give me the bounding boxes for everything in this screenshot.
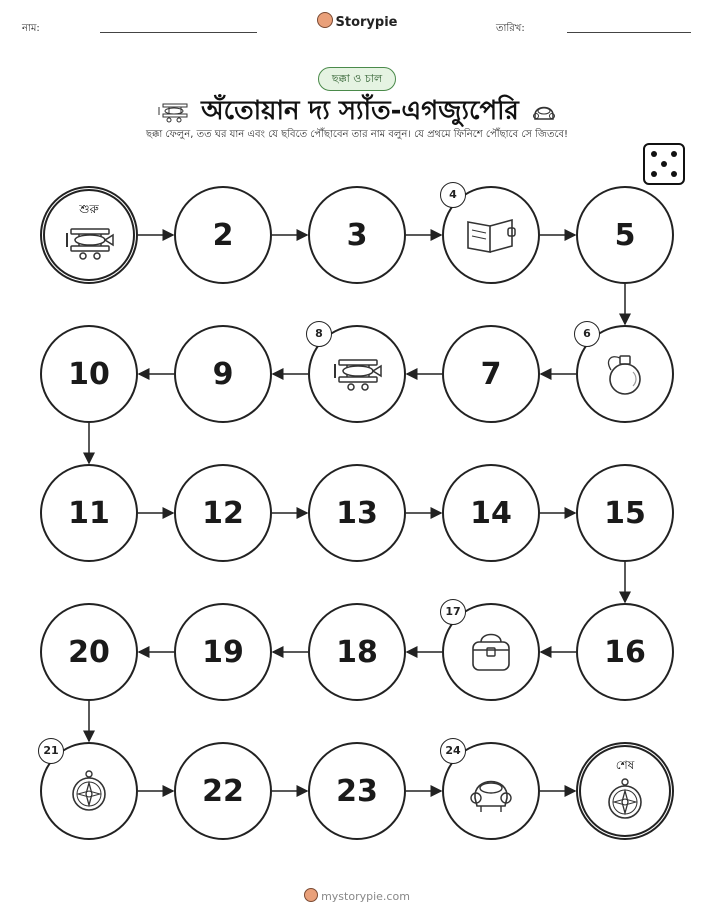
date-label: তারিখ: [496, 23, 525, 34]
space-number: 5 [614, 217, 636, 253]
brand-name: Storypie [335, 15, 398, 30]
board-space-23 [308, 742, 406, 840]
space-number: 14 [470, 495, 512, 531]
board-space-10 [40, 325, 138, 423]
board-space-3 [308, 186, 406, 284]
footer-url[interactable]: mystorypie.com [321, 890, 410, 903]
board-space-7 [442, 325, 540, 423]
space-number-tag: 6 [574, 321, 600, 347]
space-number: 2 [212, 217, 234, 253]
board-space-12 [174, 464, 272, 562]
aviator-helmet-icon [467, 768, 515, 818]
board-space-24 [442, 742, 540, 840]
space-number: 12 [202, 495, 244, 531]
board-space-13 [308, 464, 406, 562]
name-label: নাম: [22, 23, 40, 34]
board-space-16 [576, 603, 674, 701]
space-number: 10 [68, 356, 110, 392]
space-number: 23 [336, 773, 378, 809]
space-number: 22 [202, 773, 244, 809]
board-space-19 [174, 603, 272, 701]
footer [0, 888, 714, 903]
board-space-5 [576, 186, 674, 284]
board-space-11 [40, 464, 138, 562]
board-space-18 [308, 603, 406, 701]
board-space-2 [174, 186, 272, 284]
board-space-15 [576, 464, 674, 562]
board-space-9 [174, 325, 272, 423]
board-space-4 [442, 186, 540, 284]
biplane-icon [331, 356, 383, 396]
board-space-20 [40, 603, 138, 701]
space-number: 11 [68, 495, 110, 531]
board-space-22 [174, 742, 272, 840]
space-number: 20 [68, 634, 110, 670]
space-number: 18 [336, 634, 378, 670]
space-number: 7 [480, 356, 502, 392]
start-label: শুরু [79, 202, 99, 216]
biplane-icon [63, 225, 115, 265]
board-space-6 [576, 325, 674, 423]
board-space-8 [308, 325, 406, 423]
board-space-21 [40, 742, 138, 840]
space-number: 16 [604, 634, 646, 670]
satchel-icon [467, 630, 515, 678]
canteen-icon [603, 350, 647, 402]
title-text: অঁতোয়ান দ্য স্যাঁত-এগজ্যুপেরি [201, 96, 519, 126]
finish-label: শেষ [615, 758, 635, 772]
start-space [40, 186, 138, 284]
space-number: 19 [202, 634, 244, 670]
space-number: 9 [212, 356, 234, 392]
book-icon [464, 214, 518, 260]
category-badge: ছক্কা ও চাল [318, 67, 396, 91]
space-number: 3 [346, 217, 368, 253]
space-number-tag: 17 [440, 599, 466, 625]
storypie-footer-logo-icon [304, 888, 318, 902]
space-number-tag: 4 [440, 182, 466, 208]
space-number-tag: 8 [306, 321, 332, 347]
space-number: 13 [336, 495, 378, 531]
compass-icon [604, 776, 646, 826]
space-number-tag: 21 [38, 738, 64, 764]
board-space-14 [442, 464, 540, 562]
instructions: ছক্কা ফেলুন, তত ঘর যান এবং যে ছবিতে পৌঁছাবেন তার নাম বলুন। যে প্রথমে ফিনিশে পৌঁছাবে সে জিতবে! [145, 129, 569, 140]
finish-space [576, 742, 674, 840]
compass-icon [68, 768, 110, 818]
space-number: 15 [604, 495, 646, 531]
space-number-tag: 24 [440, 738, 466, 764]
board-space-17 [442, 603, 540, 701]
